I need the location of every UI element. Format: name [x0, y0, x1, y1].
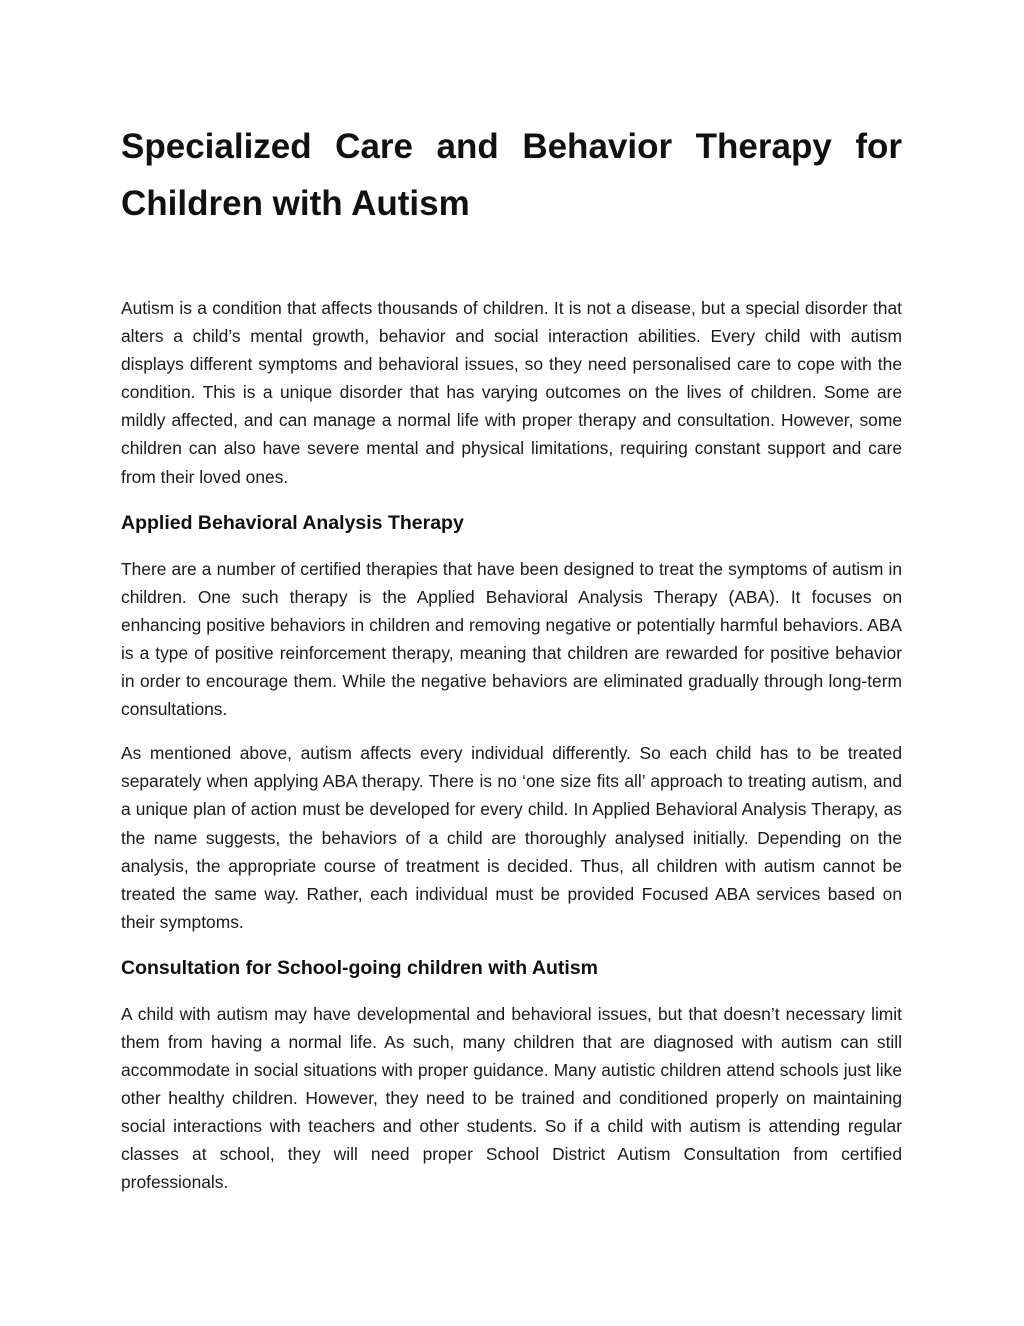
intro-paragraph: Autism is a condition that affects thousands of children. It is not a disease, but a special disorder that alters a child’s mental growth, behavior and social interaction abilities. Every child with autism displays different symptoms and behavioral issues, so they need personalised care to cope with the condition. This is a unique disorder that has varying outcomes on the lives of children. Some are mildly affected, and can manage a normal life with proper therapy and consultation. However, some children can also have severe mental and physical limitations, requiring constant support and care from their loved ones.	[121, 298, 902, 487]
section-heading-aba-therapy: Applied Behavioral Analysis Therapy	[121, 511, 464, 534]
document-title: Specialized Care and Behavior Therapy for Children with Autism	[121, 127, 902, 223]
school-consultation-paragraph: A child with autism may have developmental and behavioral issues, but that doesn’t necessary limit them from having a normal life. As such, many children that are diagnosed with autism can still accommodate in social situations with proper guidance. Many autistic children attend schools just like other healthy children. However, they need to be trained and conditioned properly on maintaining social interactions with teachers and other students. So if a child with autism is attending regular classes at school, they will need proper School District Autism Consultation from certified professionals.	[121, 1003, 902, 1193]
section-heading-school-consultation: Consultation for School-going children with Autism	[121, 956, 598, 979]
document-page	[121, 118, 902, 1197]
aba-paragraph-2: As mentioned above, autism affects every individual differently. So each child has to be treated separately when applying ABA therapy. There is no ‘one size fits all’ approach to treating autism, and a unique plan of action must be developed for every child. In Applied Behavioral Analysis Therapy, as the name suggests, the behaviors of a child are thoroughly analysed initially. Depending on the analysis, the appropriate course of treatment is decided. Thus, all children with autism cannot be treated the same way. Rather, each individual must be provided Focused ABA services based on their symptoms.	[121, 743, 902, 932]
aba-paragraph-1: There are a number of certified therapies that have been designed to treat the symptoms of autism in children. One such therapy is the Applied Behavioral Analysis Therapy (ABA). It focuses on enhancing positive behaviors in children and removing negative or potentially harmful behaviors. ABA is a type of positive reinforcement therapy, meaning that children are rewarded for positive behavior in order to encourage them. While the negative behaviors are eliminated gradually through long-term consultations.	[121, 558, 902, 720]
